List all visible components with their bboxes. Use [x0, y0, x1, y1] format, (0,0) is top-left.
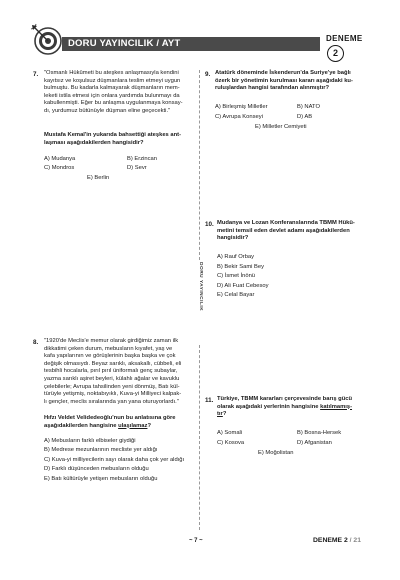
question-8-line: dikkatimi çeken durum, mebusların kıyafet, yaş ve: [44, 345, 173, 352]
footer-deneme-page: / 21: [347, 537, 361, 544]
question-9-option-c[interactable]: C) Avrupa Konseyi: [215, 114, 263, 120]
question-7-option-e[interactable]: E) Berlin: [87, 175, 110, 181]
question-7-line: kabullenmişti. Eğer bu anlaşma uygulanmaya konsay-: [44, 100, 183, 107]
question-8-option-a[interactable]: A) Mebusların farklı elbiseler giydiği: [44, 438, 136, 444]
question-7-option-b[interactable]: B) Erzincan: [127, 156, 157, 162]
question-11-option-a[interactable]: A) Somali: [217, 430, 243, 436]
question-9-option-b[interactable]: B) NATO: [297, 104, 320, 110]
question-11-option-b[interactable]: B) Bosna-Hersek: [297, 430, 342, 436]
question-8-line: türüyle yetişmiş, noktabıyıklı, Kuva-yi Milliyeci kalpak-: [44, 391, 182, 398]
question-8-prompt-line: [44, 423, 196, 431]
question-9-option-a[interactable]: A) Birleşmiş Milletler: [215, 104, 268, 110]
question-10-option-e[interactable]: E) Celal Bayar: [217, 292, 255, 299]
question-10-prompt-line: Mudanya ve Lozan Konferanslarında TBMM Hükü-: [217, 220, 355, 226]
column-divider-top: [199, 70, 200, 260]
question-10-option-a[interactable]: A) Rauf Orbay: [217, 254, 255, 260]
question-8-options: [44, 438, 184, 483]
question-10-option-d[interactable]: D) Ali Fuat Cebesoy: [217, 282, 269, 289]
question-8-option-d[interactable]: D) Farklı düşünceden mebusların olduğu: [44, 466, 149, 473]
question-8-prompt-end: ?: [147, 422, 151, 429]
question-8-prompt: [44, 415, 196, 430]
question-8-line: kafa yapılarının ve görüşlerinin başka başka ve çok: [44, 353, 176, 360]
question-11-prompt-end: ?: [222, 411, 227, 418]
question-7-line: kayıtsız ve koşulsuz düşmanlara teslim etmeyi uygun: [44, 77, 181, 84]
question-7-line: "Osmanlı Hükûmeti bu ateşkes anlaşmasıyla kendini: [44, 70, 179, 76]
side-publisher-label: DORU YAYINCILIK: [198, 262, 203, 312]
deneme-label: DENEME: [326, 34, 363, 43]
question-7-option-d[interactable]: D) Sevr: [127, 165, 147, 171]
question-8-prompt-line: Hıfzı Veldet Velidedeoğlu'nun bu anlatısına göre: [44, 415, 176, 421]
question-8-option-e[interactable]: E) Batı kültürüyle yetişen mebusların olduğu: [44, 475, 158, 482]
question-7-number: 7.: [33, 71, 39, 78]
question-10-number: 10.: [205, 221, 214, 228]
question-11-prompt-line: [217, 404, 377, 412]
question-11-option-d[interactable]: D) Afganistan: [297, 440, 332, 446]
question-8-line: değişik olmasıydı. Beyaz sarıklı, aksakallı, cübbeli, eli: [44, 360, 182, 367]
question-8-prompt-text: aşağıdakilerden hangisine: [44, 422, 119, 429]
question-7-text: [44, 70, 192, 116]
target-logo-icon: [29, 22, 63, 56]
question-8-line: yazma sarıklı aşiret beyleri, külahlı ağalar ve kavuklu: [44, 375, 180, 382]
question-8-line: lı gençler, meclis sıralarında yan yana oturuyorlardı.": [44, 398, 179, 405]
question-10-prompt-line: metini temsil eden devlet adamı aşağıdakilerden: [217, 227, 350, 234]
column-divider-bottom: [199, 345, 200, 530]
question-9-prompt-line: Atatürk döneminde İskenderun'da Suriye'ye bağlı: [215, 70, 351, 76]
question-11-prompt-text: olarak aşağıdaki yerlerinin hangisine: [217, 403, 321, 410]
question-8-line: tesbihli hocalarla, pırıl pırıl üniformalı genç subaylar,: [44, 368, 178, 375]
question-8-line: "1920'de Meclis'e memur olarak girdiğimiz zaman ilk: [44, 338, 179, 344]
question-11-prompt-line: Türkiye, TBMM kararları çerçevesinde barış gücü: [217, 396, 352, 402]
question-11-prompt-underlined: katılmamış-: [320, 403, 353, 410]
question-10-options: [217, 254, 269, 300]
question-9-prompt: [215, 70, 370, 93]
question-7-line: bulmuştu. Bu kadarla kalmayarak düşmanların mem-: [44, 85, 180, 92]
question-8-option-c[interactable]: C) Kuva-yi milliyecilerin sayı olarak daha çok yer aldığı: [44, 456, 185, 463]
question-8-prompt-underlined: ulaşılamaz: [118, 422, 148, 429]
question-11-option-c[interactable]: C) Kosova: [217, 440, 245, 446]
question-7-option-a[interactable]: A) Mudanya: [44, 156, 76, 162]
question-8-number: 8.: [33, 339, 39, 346]
header-title: DORU YAYINCILIK / AYT: [68, 38, 181, 49]
question-10-option-c[interactable]: C) İsmet İnönü: [217, 273, 256, 280]
question-7-option-c[interactable]: C) Mondros: [44, 165, 75, 171]
question-10-option-b[interactable]: B) Bekir Sami Bey: [217, 263, 265, 270]
question-11-prompt-line: [217, 411, 377, 419]
question-9-prompt-line: ruluşlardan hangisi tarafından alınmıştır?: [215, 85, 330, 92]
question-7-line: leketi istila etmesi için onlara yardımda bulunmayı da: [44, 92, 180, 99]
question-7-line: dı, yurdumuz bütünüyle düşman eline geçecekti.": [44, 107, 171, 114]
question-9-number: 9.: [205, 71, 211, 78]
deneme-number-badge: 2: [327, 45, 344, 62]
question-7-prompt-line: Mustafa Kemal'in yukarıda bahsettiği ateşkes ant-: [44, 132, 182, 138]
footer-deneme-text: DENEME 2: [313, 537, 348, 544]
question-10-prompt: [217, 220, 372, 243]
question-8-text: [44, 338, 192, 406]
question-7-prompt: [44, 132, 194, 147]
question-9-option-d[interactable]: D) AB: [297, 114, 313, 120]
question-8-line: çelebilerle; Avrupa tahsilinden yeni dönmüş, Batı kül-: [44, 383, 180, 390]
question-11-prompt-underlined-cont: tır: [217, 411, 223, 418]
footer-deneme-label: [313, 537, 361, 544]
question-7-prompt-line: laşması aşağıdakilerden hangisidir?: [44, 139, 144, 146]
question-11-prompt: [217, 396, 377, 419]
question-11-number: 11.: [205, 397, 214, 404]
question-9-option-e[interactable]: E) Milletler Cemiyeti: [255, 124, 307, 130]
question-8-option-b[interactable]: B) Medrese mezunlarının mecliste yer aldığı: [44, 447, 158, 454]
page-number: ~ 7 ~: [189, 538, 203, 544]
question-11-option-e[interactable]: E) Moğolistan: [258, 450, 294, 456]
question-9-prompt-line: özerk bir yönetimin kurulması kararı aşağıdaki ku-: [215, 77, 353, 84]
question-10-prompt-line: hangisidir?: [217, 235, 249, 242]
